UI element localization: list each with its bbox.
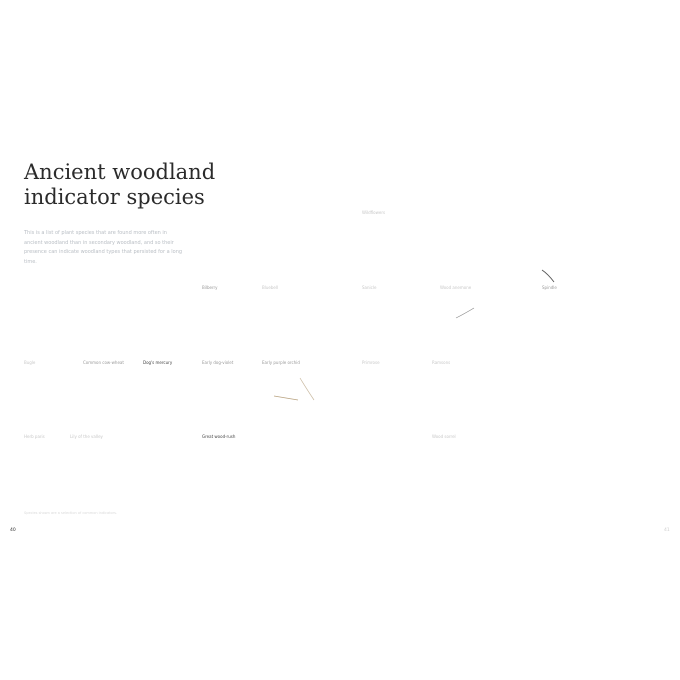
species-label: Wood anemone (440, 285, 472, 290)
species-label: Herb paris (24, 434, 45, 439)
species-label: Sanicle (362, 285, 377, 290)
page-number-right: 41 (664, 528, 670, 533)
group-label: Wildflowers (362, 210, 386, 215)
species-label: Lily of the valley (70, 434, 103, 439)
early-purple-orchid-sketch (272, 376, 318, 404)
species-label: Bilberry (202, 285, 218, 290)
species-label: Dog's mercury (143, 360, 173, 365)
species-label: Spindle (542, 285, 557, 290)
species-label: Great wood-rush (202, 434, 236, 439)
species-label: Primrose (362, 360, 380, 365)
title-line-2: indicator species (24, 185, 205, 209)
footer-note: Species shown are a selection of common indicators. (24, 511, 118, 515)
page-title (24, 160, 284, 210)
species-label: Early dog-violet (202, 360, 234, 365)
species-label: Wood sorrel (432, 434, 456, 439)
wood-anemone-sketch (454, 306, 476, 320)
species-label: Early purple orchid (262, 360, 300, 365)
species-label: Common cow-wheat (83, 360, 124, 365)
intro-paragraph: This is a list of plant species that are found more often in ancient woodland than in secondary woodland, and so their presence can indicate woodland types that persisted for a long time. (24, 230, 183, 265)
page-number-left: 40 (10, 528, 16, 533)
species-label: Bluebell (262, 285, 279, 290)
title-line-1: Ancient woodland (24, 160, 216, 184)
species-label: Bugle (24, 360, 36, 365)
species-label: Ramsons (432, 360, 451, 365)
spindle-leaf-sketch (540, 268, 560, 284)
